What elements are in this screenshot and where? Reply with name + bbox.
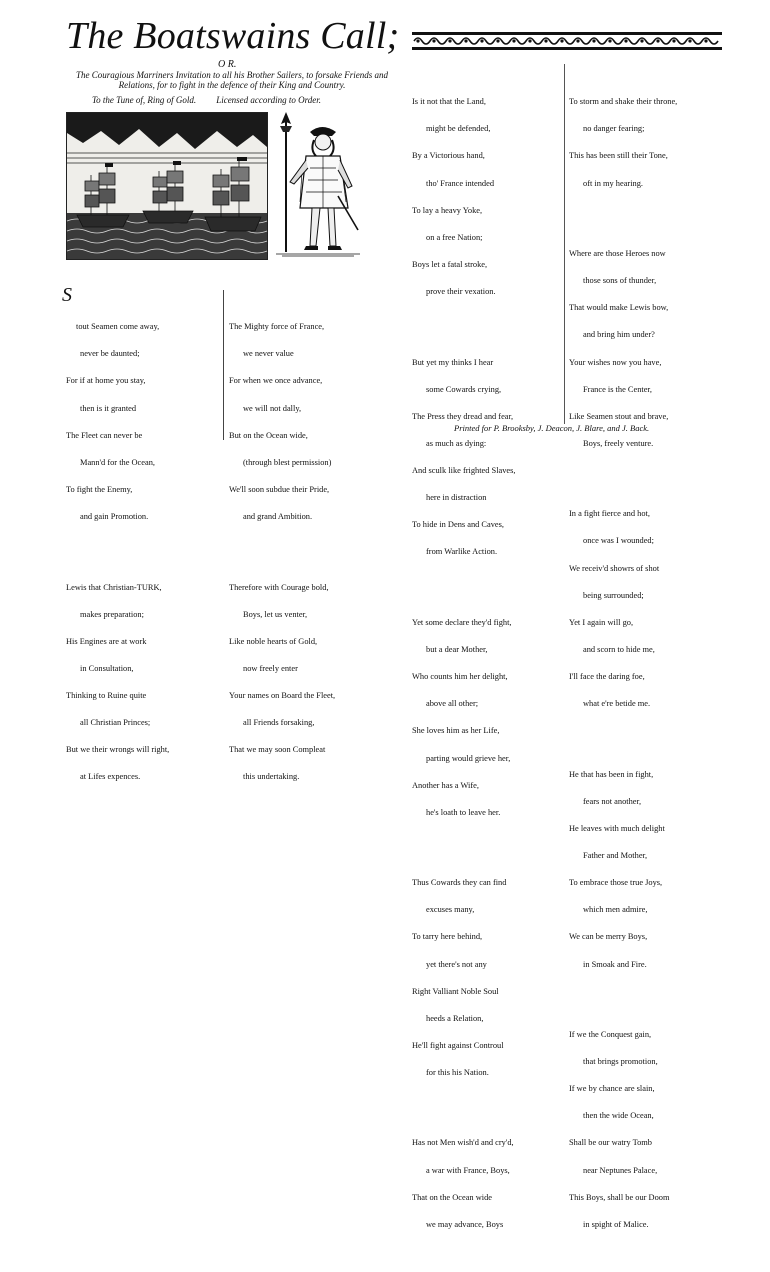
printer-imprint: Printed for P. Brooksby, J. Deacon, J. Blare, and J. Back. (454, 423, 650, 433)
stanza (412, 79, 516, 314)
verse-line: being surrounded; (583, 590, 644, 600)
verse-line: Mann'd for the Ocean, (80, 457, 155, 467)
verse-line: Father and Mother, (583, 850, 648, 860)
column-divider (223, 290, 224, 440)
verse-line: makes preparation; (80, 609, 144, 619)
stanza (412, 339, 516, 574)
verse-line: and gain Promotion. (80, 512, 149, 522)
verse-line: and scorn to hide me, (583, 644, 655, 654)
verse-line: Therefore with Courage bold, (229, 582, 329, 592)
verse-line: all Christian Princes; (80, 718, 151, 728)
verse-line: But yet my thinks I hear (412, 357, 494, 367)
verse-line: above all other; (426, 699, 479, 709)
stanza (412, 860, 516, 1095)
verse-line: I'll face the daring foe, (569, 672, 645, 682)
verse-line: He leaves with much delight (569, 823, 665, 833)
verse-line: We can be merry Boys, (569, 932, 648, 942)
verse-line: we may advance, Boys (426, 1219, 504, 1229)
verse-line: heeds a Relation, (426, 1013, 484, 1023)
verse-line: yet there's not any (426, 959, 487, 969)
printers-ornament-border (410, 30, 724, 52)
verse-line: Lewis that Christian-TURK, (66, 582, 162, 592)
verse-line: in spight of Malice. (583, 1219, 649, 1229)
verse-line: For when we once advance, (229, 376, 323, 386)
verse-line: then the wide Ocean, (583, 1111, 654, 1121)
verse-line: Who counts him her delight, (412, 672, 508, 682)
verse-line: This has been still their Tone, (569, 151, 668, 161)
verse-line: that brings promotion, (583, 1057, 658, 1067)
verse-line: but a dear Mother, (426, 644, 488, 654)
verse-line: This Boys, shall be our Doom (569, 1192, 670, 1202)
verse-line: That we may soon Compleat (229, 745, 326, 755)
stanza (412, 600, 516, 835)
verse-line: That on the Ocean wide (412, 1192, 492, 1202)
verse-line: By a Victorious hand, (412, 151, 485, 161)
verse-line: no danger fearing; (583, 124, 645, 134)
stanza (66, 564, 169, 799)
tune-name: To the Tune of, Ring of Gold. (92, 95, 197, 105)
verse-line: once was I wounded; (583, 536, 654, 546)
verse-line: The Fleet can never be (66, 430, 143, 440)
verse-line: He'll fight against Controul (412, 1040, 504, 1050)
verse-line: Another has a Wife, (412, 780, 479, 790)
stanza (569, 751, 677, 986)
verse-line: Your names on Board the Fleet, (229, 691, 336, 701)
verse-column-1 (66, 286, 169, 825)
verse-line: tho' France intended (426, 178, 495, 188)
verse-line: in Smoak and Fire. (583, 959, 647, 969)
verse-line: To fight the Enemy, (66, 485, 133, 495)
stanza (229, 564, 335, 799)
verse-line: (through blest permission) (243, 457, 332, 467)
verse-line: never be daunted; (80, 349, 140, 359)
verse-line: If we by chance are slain, (569, 1084, 655, 1094)
verse-line: To hide in Dens and Caves, (412, 520, 504, 530)
verse-line: which men admire, (583, 905, 648, 915)
verse-line: oft in my hearing. (583, 178, 644, 188)
verse-line: might be defended, (426, 124, 491, 134)
verse-line: We receiv'd showrs of shot (569, 563, 660, 573)
stanza (569, 1012, 677, 1247)
verse-line: excuses many, (426, 905, 475, 915)
verse-line: To storm and shake their throne, (569, 97, 678, 107)
verse-line: To lay a heavy Yoke, (412, 205, 483, 215)
verse-line: Yet some declare they'd fight, (412, 617, 512, 627)
verse-line: those sons of thunder, (583, 276, 657, 286)
verse-line: Boys, let us venter, (243, 609, 308, 619)
verse-line: In a fight fierce and hot, (569, 509, 650, 519)
column-divider (564, 64, 565, 424)
verse-line: Right Valliant Noble Soul (412, 986, 499, 996)
verse-line: he's loath to leave her. (426, 807, 501, 817)
verse-line: from Warlike Action. (426, 547, 498, 557)
verse-line: To tarry here behind, (412, 932, 483, 942)
verse-line: and grand Ambition. (243, 512, 313, 522)
verse-line: Like noble hearts of Gold, (229, 636, 318, 646)
verse-line: That would make Lewis bow, (569, 303, 669, 313)
verse-line: Thinking to Ruine quite (66, 691, 147, 701)
verse-line: as much as dying: (426, 438, 487, 448)
verse-line: Yet I again will go, (569, 617, 634, 627)
stanza (412, 1120, 516, 1247)
verse-line: The Press they dread and fear, (412, 411, 514, 421)
verse-line: We'll soon subdue their Pride, (229, 485, 330, 495)
license-note: Licensed according to Order. (216, 95, 322, 105)
verse-line: If we the Conquest gain, (569, 1029, 652, 1039)
ballad-subtitle: The Couragious Marriners Invitation to all his Brother Sailers, to forsake Friends and Relations, for to fight in the defence of their King and Country. (76, 70, 388, 90)
verse-column-3 (412, 61, 516, 1272)
verse-line: we will not dally, (243, 403, 302, 413)
verse-line: at Lifes expences. (80, 772, 141, 782)
or-heading: O R. (218, 59, 237, 70)
stanza (569, 491, 677, 726)
verse-line: for this his Nation. (426, 1068, 489, 1078)
verse-line: Is it not that the Land, (412, 97, 486, 107)
verse-line: Shall be our watry Tomb (569, 1138, 652, 1148)
verse-line: Boys let a fatal stroke, (412, 260, 488, 270)
verse-line: we never value (243, 349, 294, 359)
verse-line: Boys, freely venture. (583, 438, 654, 448)
verse-line: now freely enter (243, 663, 298, 673)
ships-woodcut-illustration (66, 112, 268, 260)
verse-line: all Friends forsaking, (243, 718, 315, 728)
verse-line: and bring him under? (583, 330, 655, 340)
verse-line: His Engines are at work (66, 636, 147, 646)
verse-line: this undertaking. (243, 772, 300, 782)
stanza (66, 304, 169, 539)
verse-line: then is it granted (80, 403, 137, 413)
verse-line: prove their vexation. (426, 287, 496, 297)
verse-line: But we their wrongs will right, (66, 745, 170, 755)
verse-line: what e're betide me. (583, 699, 651, 709)
tune-line (92, 95, 321, 105)
stanza (229, 304, 335, 539)
verse-line: Like Seamen stout and brave, (569, 411, 669, 421)
stanza (569, 79, 677, 206)
verse-line: Thus Cowards they can find (412, 878, 507, 888)
verse-line: Has not Men wish'd and cry'd, (412, 1138, 514, 1148)
ballad-title: The Boatswains Call; (66, 15, 400, 57)
verse-line: For if at home you stay, (66, 376, 146, 386)
verse-line: To embrace those true Joys, (569, 878, 663, 888)
drop-capital: S (62, 284, 72, 306)
verse-line: near Neptunes Palace, (583, 1165, 658, 1175)
verse-line: And sculk like frighted Slaves, (412, 466, 516, 476)
verse-line: Where are those Heroes now (569, 248, 666, 258)
verse-column-4 (569, 61, 677, 1272)
verse-line: He that has been in fight, (569, 769, 654, 779)
verse-column-2 (229, 286, 335, 825)
verse-line: France is the Center, (583, 384, 652, 394)
verse-line: tout Seamen come away, (76, 322, 160, 332)
verse-line: some Cowards crying, (426, 384, 502, 394)
verse-line: parting would grieve her, (426, 753, 511, 763)
verse-line: a war with France, Boys, (426, 1165, 510, 1175)
verse-line: here in distraction (426, 493, 487, 503)
verse-line: in Consultation, (80, 663, 134, 673)
verse-line: But on the Ocean wide, (229, 430, 308, 440)
verse-line: The Mighty force of France, (229, 322, 325, 332)
verse-line: on a free Nation; (426, 232, 483, 242)
verse-line: She loves him as her Life, (412, 726, 500, 736)
sailor-figure-illustration (272, 112, 364, 258)
verse-line: Your wishes now you have, (569, 357, 662, 367)
verse-line: fears not another, (583, 796, 642, 806)
